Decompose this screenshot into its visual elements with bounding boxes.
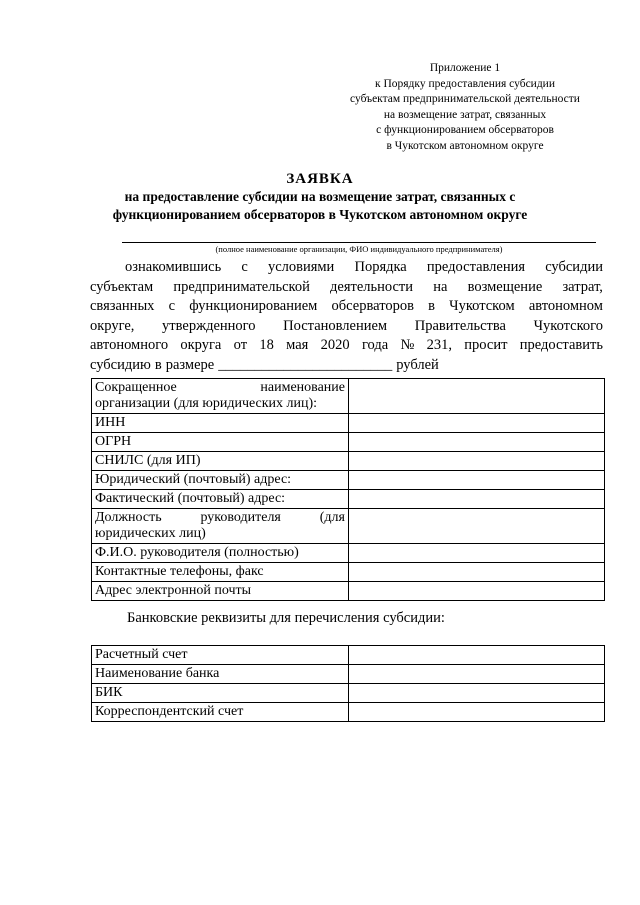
table-row: [92, 646, 605, 665]
field-label-line: Контактные телефоны, факс: [95, 564, 264, 579]
paragraph-word: автономного: [90, 337, 169, 353]
field-label-line: Юридический (почтовый) адрес:: [95, 472, 292, 487]
field-label-line: Ф.И.О. руководителя (полностью): [95, 545, 299, 560]
table-row: [92, 703, 605, 722]
paragraph-word: обсерваторов: [331, 298, 414, 314]
field-label: [92, 490, 349, 509]
table-row: [92, 544, 605, 563]
field-label: [92, 379, 349, 414]
table-row: [92, 452, 605, 471]
appendix-note: [320, 61, 610, 155]
paragraph-word: предоставить: [519, 337, 603, 353]
field-label: [92, 452, 349, 471]
field-value-cell[interactable]: [349, 414, 605, 433]
bank-field-value-cell[interactable]: [349, 703, 605, 722]
paragraph-word: Чукотском: [449, 298, 515, 314]
paragraph-word: округа: [180, 337, 222, 353]
field-value-cell[interactable]: [349, 379, 605, 414]
paragraph-word: от: [233, 337, 248, 353]
appendix-line: с функционированием обсерваторов: [376, 124, 554, 137]
bank-field-label: Расчетный счет: [92, 646, 349, 665]
field-label-line: Должность руководителя (для: [95, 510, 345, 525]
table-row: [92, 563, 605, 582]
field-label-line: СНИЛС (для ИП): [95, 453, 201, 468]
paragraph-word: условиями: [267, 259, 335, 275]
bank-field-value-cell[interactable]: [349, 665, 605, 684]
application-paragraph: [90, 258, 603, 375]
field-label-line: организации (для юридических лиц):: [95, 396, 318, 411]
paragraph-word: предоставления: [426, 259, 526, 275]
appendix-line: субъектам предпринимательской деятельности: [350, 93, 580, 106]
paragraph-word: мая: [286, 337, 309, 353]
paragraph-word: рублей: [396, 356, 439, 373]
paragraph-line: [90, 356, 603, 376]
field-label: [92, 433, 349, 452]
paragraph-line: [90, 297, 603, 317]
paragraph-word: с: [241, 259, 248, 275]
table-row: [92, 433, 605, 452]
table-row: [92, 665, 605, 684]
paragraph-line: [90, 336, 603, 356]
field-label-line: Адрес электронной почты: [95, 583, 252, 598]
field-label: [92, 563, 349, 582]
organization-name-blank-line: [122, 242, 596, 243]
paragraph-word: в: [428, 298, 435, 314]
paragraph-word: просит: [464, 337, 508, 353]
paragraph-word: затрат,: [562, 278, 603, 295]
field-label-line: ОГРН: [95, 434, 132, 449]
appendix-line: в Чукотском автономном округе: [386, 139, 544, 152]
paragraph-word: утвержденного: [162, 317, 256, 334]
field-value-cell[interactable]: [349, 509, 605, 544]
table-row: [92, 684, 605, 703]
paragraph-word: года: [361, 337, 389, 353]
field-value-cell[interactable]: [349, 544, 605, 563]
field-value-cell[interactable]: [349, 471, 605, 490]
paragraph-word: размере: [165, 356, 215, 373]
table-row: [92, 490, 605, 509]
bank-field-label: Наименование банка: [92, 665, 349, 684]
paragraph-word: в: [154, 356, 162, 373]
title-line: функционированием обсерваторов в Чукотском автономном округе: [112, 207, 528, 222]
paragraph-line: [90, 258, 603, 278]
table-row: [92, 471, 605, 490]
field-value-cell[interactable]: [349, 490, 605, 509]
table-row: [92, 379, 605, 414]
document-title: [100, 170, 540, 224]
paragraph-word: на: [433, 278, 448, 295]
field-label-line: юридических лиц): [95, 526, 206, 541]
organization-name-hint: (полное наименование организации, ФИО индивидуального предпринимателя): [215, 244, 503, 254]
bank-details-table: [91, 645, 605, 722]
field-label: [92, 414, 349, 433]
field-label: [92, 582, 349, 601]
paragraph-word: 18: [259, 337, 274, 353]
organization-info-table: [91, 378, 605, 601]
table-row: [92, 582, 605, 601]
appendix-line: на возмещение затрат, связанных: [383, 108, 547, 121]
paragraph-word: Постановлением: [283, 317, 388, 334]
paragraph-word: возмещение: [467, 278, 543, 295]
paragraph-word: субсидии: [545, 259, 603, 275]
paragraph-word: 2020: [320, 337, 350, 353]
paragraph-word: №: [400, 337, 415, 353]
paragraph-word: субсидию: [90, 356, 151, 373]
paragraph-word: округе,: [90, 317, 135, 334]
title-main: ЗАЯВКА: [286, 171, 354, 187]
paragraph-word: субъектам: [90, 278, 154, 295]
paragraph-word: 231,: [426, 337, 452, 353]
field-value-cell[interactable]: [349, 433, 605, 452]
field-label: [92, 544, 349, 563]
appendix-line: Приложение 1: [429, 62, 501, 74]
paragraph-word: функционированием: [189, 298, 318, 314]
paragraph-word: с: [168, 298, 176, 314]
bank-field-label: Корреспондентский счет: [92, 703, 349, 722]
paragraph-word: Чукотского: [533, 317, 603, 334]
bank-details-heading: Банковские реквизиты для перечисления субсидии:: [127, 610, 445, 626]
field-value-cell[interactable]: [349, 582, 605, 601]
field-label: [92, 471, 349, 490]
field-value-cell[interactable]: [349, 452, 605, 471]
paragraph-word: ознакомившись: [125, 259, 222, 275]
bank-field-value-cell[interactable]: [349, 646, 605, 665]
title-line: на предоставление субсидии на возмещение затрат, связанных с: [124, 189, 516, 204]
paragraph-word: Правительства: [414, 317, 506, 334]
field-label-line: Сокращенное наименование: [95, 380, 345, 395]
appendix-line: к Порядку предоставления субсидии: [375, 77, 555, 90]
field-label-line: ИНН: [95, 415, 126, 430]
field-label-line: Фактический (почтовый) адрес:: [95, 491, 286, 506]
paragraph-word: деятельности: [330, 278, 414, 295]
table-row: [92, 509, 605, 544]
table-row: [92, 414, 605, 433]
paragraph-word: ________________________: [218, 356, 393, 373]
paragraph-word: предпринимательской: [173, 278, 310, 295]
bank-field-value-cell[interactable]: [349, 684, 605, 703]
bank-field-label: БИК: [92, 684, 349, 703]
paragraph-line: [90, 278, 603, 298]
paragraph-line: [90, 317, 603, 337]
paragraph-word: связанных: [90, 298, 155, 314]
field-value-cell[interactable]: [349, 563, 605, 582]
field-label: [92, 509, 349, 544]
paragraph-word: автономном: [528, 298, 603, 314]
paragraph-word: Порядка: [354, 259, 407, 275]
